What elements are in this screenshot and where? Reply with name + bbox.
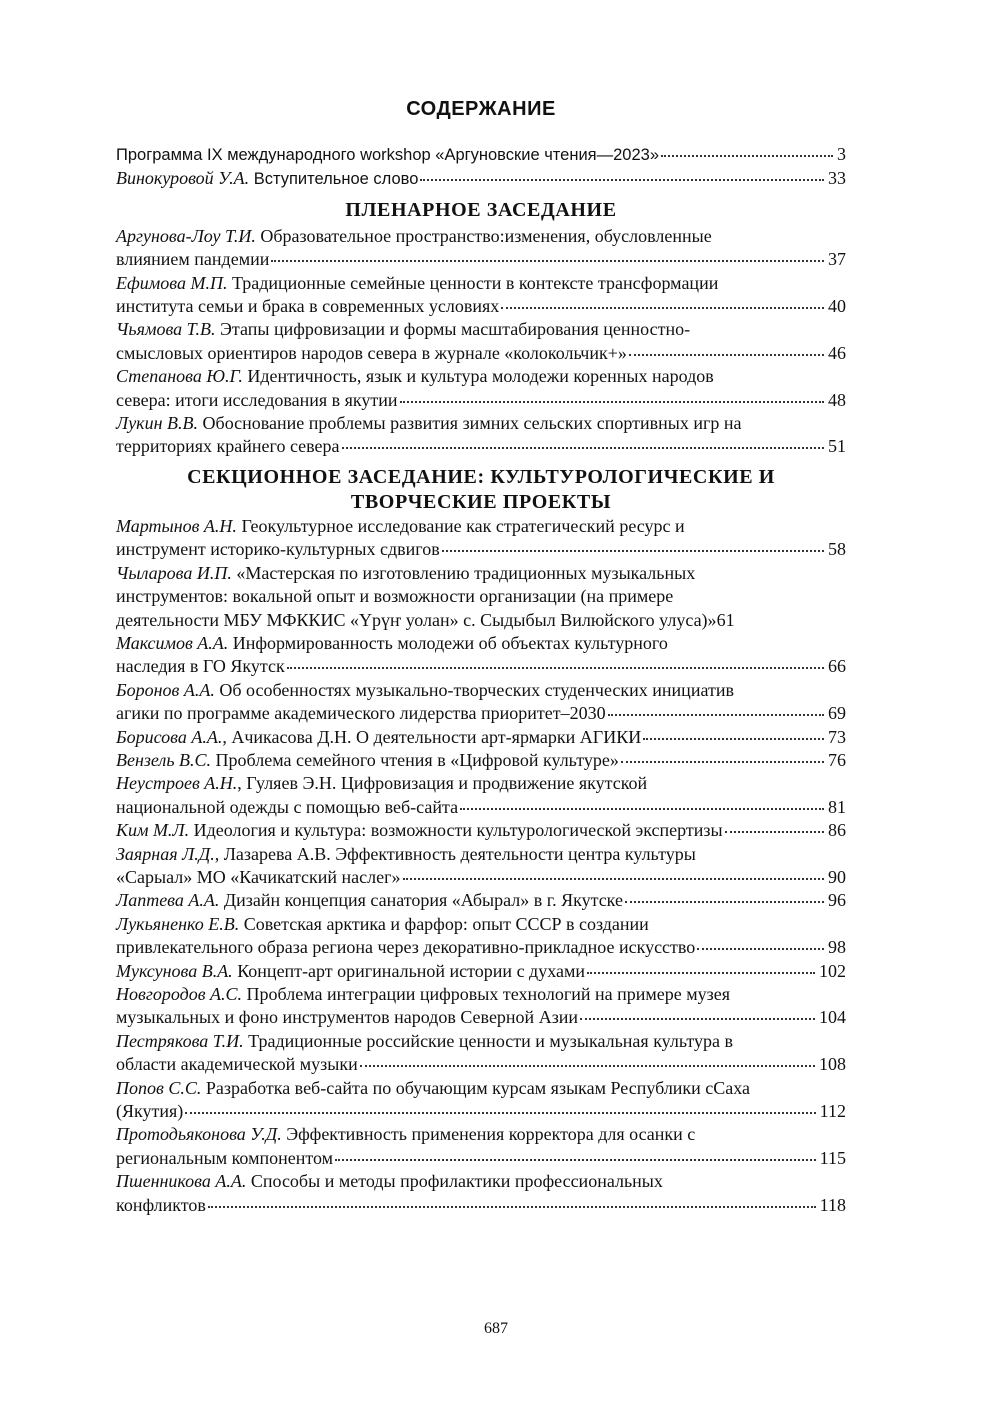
entry-page: 76: [828, 749, 846, 770]
entry-page: 112: [819, 1101, 846, 1122]
entry-line: [116, 412, 846, 435]
dot-leader: [400, 400, 824, 403]
entry-line: [116, 1147, 846, 1170]
entry-line: [116, 1006, 846, 1029]
entry-title-cont: наследия в ГО Якутск: [116, 656, 285, 677]
entry-line: [116, 679, 846, 702]
dot-leader: [335, 1158, 816, 1161]
entry-line: [116, 1170, 846, 1193]
entry-author: Лукьяненко Е.В.: [116, 913, 240, 934]
entry-author: Чьямова Т.В.: [116, 319, 216, 340]
plenary-list: [116, 225, 846, 459]
dot-leader: [460, 807, 824, 810]
entry-page: 96: [828, 890, 846, 911]
dot-leader: [621, 760, 824, 763]
section-heading-sectional-cont: ТВОРЧЕСКИЕ ПРОЕКТЫ: [350, 490, 612, 513]
entry-line: [116, 726, 846, 749]
entry-author: Винокуровой У.А.: [116, 168, 250, 189]
entry-author: Ким М.Л.: [116, 820, 190, 841]
entry-line: [116, 913, 846, 936]
entry-title: «Мастерская по изготовлению традиционных музыкальных: [231, 562, 696, 583]
dot-leader: [360, 1064, 815, 1067]
toc-entry: [116, 515, 846, 562]
entry-author: Пестрякова Т.И.: [116, 1030, 244, 1051]
entry-line: [116, 983, 846, 1006]
entry-line: [116, 295, 846, 318]
entry-page: 104: [819, 1007, 846, 1028]
toc-entry: [116, 143, 846, 167]
entry-author: Пшенникова А.А.: [116, 1171, 247, 1192]
entry-line: [116, 1100, 846, 1123]
toc-entry: [116, 819, 846, 842]
entry-author: Степанова Ю.Г.: [116, 366, 243, 387]
entry-title: Советская арктика и фарфор: опыт СССР в создании: [239, 913, 649, 934]
entry-title: Эффективность применения корректора для осанки с: [281, 1124, 696, 1145]
entry-author: Максимов А.А.: [116, 632, 229, 653]
dot-leader: [725, 830, 824, 833]
entry-title: Концепт-арт оригинальной истории с духами: [232, 960, 585, 981]
entry-title-cont: области академической музыки: [116, 1054, 358, 1075]
entry-title-cont: смысловых ориентиров народов севера в журнале «колокольчик+»: [116, 342, 627, 363]
entry-page: 115: [819, 1147, 846, 1168]
entry-page: 69: [828, 703, 846, 724]
entry-page: 98: [828, 937, 846, 958]
intro-list: [116, 143, 846, 192]
entry-title-cont: привлекательного образа региона через декоративно-прикладное искусство: [116, 937, 696, 958]
entry-line: [116, 866, 846, 889]
entry-title: Вступительное слово: [249, 170, 419, 189]
dot-leader: [342, 446, 824, 449]
toc-entry: [116, 679, 846, 726]
entry-author: Чыларова И.П.: [116, 562, 232, 583]
entry-line: [116, 272, 846, 295]
dot-leader: [629, 353, 824, 356]
entry-page: 58: [828, 539, 846, 560]
entry-page: 3: [837, 144, 846, 164]
toc-entry: [116, 632, 846, 679]
entry-title-cont: музыкальных и фоно инструментов народов Северной Азии: [116, 1007, 579, 1028]
dot-leader: [625, 900, 824, 903]
toc-entry: [116, 749, 846, 772]
section-heading-sectional: СЕКЦИОННОЕ ЗАСЕДАНИЕ: КУЛЬТУРОЛОГИЧЕСКИЕ И: [187, 465, 775, 488]
toc-entry: [116, 843, 846, 890]
entry-title: Обоснование проблемы развития зимних сельских спортивных игр на: [198, 413, 742, 434]
entry-title-cont: территориях крайнего севера: [116, 436, 340, 457]
entry-line: [116, 843, 846, 866]
toc-entry: [116, 1170, 846, 1217]
entry-line: [116, 585, 846, 608]
entry-title: Традиционные семейные ценности в контексте трансформации: [227, 272, 719, 293]
toc-entry: [116, 960, 846, 983]
entry-line: [116, 365, 846, 388]
toc-entry: [116, 726, 846, 749]
toc-entry: [116, 167, 846, 191]
entry-page: 102: [819, 960, 846, 981]
entry-line: [116, 342, 846, 365]
entry-page: 33: [828, 168, 846, 189]
entry-title-cont: института семьи и брака в современных условиях: [116, 296, 500, 317]
entry-author: Протодьяконова У.Д.: [116, 1124, 282, 1145]
entry-title: Идеология и культура: возможности культурологической экспертизы: [189, 820, 723, 841]
page-title: СОДЕРЖАНИЕ: [406, 98, 556, 120]
entry-page: 37: [828, 249, 846, 270]
toc-entry: [116, 772, 846, 819]
dot-leader: [661, 154, 833, 157]
entry-page: 81: [828, 796, 846, 817]
entry-line: [116, 1077, 846, 1100]
entry-title-cont: конфликтов: [116, 1194, 206, 1215]
entry-title-cont: агики по программе академического лидерства приоритет–2030: [116, 703, 606, 724]
toc-entry: [116, 889, 846, 912]
entry-title: Проблема интеграции цифровых технологий на примере музея: [242, 984, 731, 1004]
entry-line: [116, 435, 846, 458]
entry-line: [116, 889, 846, 912]
entry-line: [116, 318, 846, 341]
toc-entry: [116, 412, 846, 459]
toc-entry: [116, 365, 846, 412]
entry-page: 46: [828, 342, 846, 363]
entry-title-cont: деятельности МБУ МФККИС «Үрүҥ уолан» с. Сыдыбыл Вилюйского улуса)»: [116, 609, 717, 630]
entry-author: Аргунова-Лоу Т.И.: [116, 225, 256, 246]
entry-line: [116, 538, 846, 561]
entry-author: Боронов А.А.: [116, 679, 215, 700]
entry-page: 51: [828, 436, 846, 457]
dot-leader: [587, 971, 815, 974]
dot-leader: [287, 666, 824, 669]
entry-line: [116, 609, 846, 632]
entry-title: Об особенностях музыкально-творческих студенческих инициатив: [214, 679, 734, 700]
entry-line: [116, 1194, 846, 1217]
entry-author: Муксунова В.А.: [116, 960, 233, 981]
dot-leader: [403, 877, 825, 880]
toc-entry: [116, 1123, 846, 1170]
entry-title: Способы и методы профилактики профессиональных: [246, 1171, 663, 1192]
entry-page: 73: [828, 726, 846, 747]
dot-leader: [442, 549, 824, 552]
entry-page: 66: [828, 656, 846, 677]
entry-title: Проблема семейного чтения в «Цифровой культуре»: [211, 749, 619, 770]
entry-line: [116, 515, 846, 538]
entry-title-cont: региональным компонентом: [116, 1147, 334, 1168]
entry-title: Традиционные российские ценности и музыкальная культура в: [243, 1030, 734, 1051]
entry-author: Новгородов А.С.: [116, 984, 243, 1004]
toc-entry: [116, 913, 846, 960]
entry-author: Вензель В.С.: [116, 749, 212, 770]
entry-line: [116, 1123, 846, 1146]
entry-title: , Лазарева А.В. Эффективность деятельности центра культуры: [214, 843, 696, 864]
entry-line: [116, 702, 846, 725]
entry-author: Мартынов А.Н.: [116, 515, 237, 536]
entry-line: [116, 1053, 846, 1076]
toc-entry: [116, 983, 846, 1030]
entry-line: [116, 1030, 846, 1053]
entry-page: 48: [828, 389, 846, 410]
toc-entry: [116, 318, 846, 365]
section-heading-plenary: ПЛЕНАРНОЕ ЗАСЕДАНИЕ: [345, 198, 617, 221]
entry-line: [116, 749, 846, 772]
entry-page: 108: [819, 1054, 846, 1075]
entry-title-cont: национальной одежды с помощью веб-сайта: [116, 796, 459, 817]
entry-page: 118: [819, 1194, 846, 1215]
entry-line: [116, 819, 846, 842]
entry-author: Лукин В.В.: [116, 413, 199, 434]
entry-author: Борисова А.А.: [116, 726, 223, 747]
entry-line: [116, 248, 846, 271]
entry-title: Идентичность, язык и культура молодежи коренных народов: [242, 366, 714, 387]
entry-title: Этапы цифровизации и формы масштабирования ценностно-: [215, 319, 691, 340]
entry-title: Образовательное пространство:изменения, обусловленные: [255, 225, 712, 246]
entry-title: Геокультурное исследование как стратегический ресурс и: [236, 515, 685, 536]
toc-entry: [116, 1077, 846, 1124]
dot-leader: [643, 737, 824, 740]
entry-line: [116, 772, 846, 795]
entry-title: Дизайн концепция санатория «Абырал» в г. Якутске: [219, 890, 623, 911]
entry-title: , Гуляев Э.Н. Цифровизация и продвижение якутской: [237, 773, 648, 794]
dot-leader: [208, 1205, 816, 1208]
table-of-contents: [116, 98, 846, 1217]
entry-title: Программа IX международного workshop «Аргуновские чтения—2023»: [116, 146, 660, 164]
entry-page: 61: [716, 609, 735, 630]
dot-leader: [697, 947, 824, 950]
entry-author: Заярная Л.Д.: [116, 843, 215, 864]
toc-entry: [116, 562, 846, 632]
dot-leader: [580, 1017, 815, 1020]
entry-author: Лаптева А.А.: [116, 890, 220, 911]
toc-entry: [116, 225, 846, 272]
entry-page: 40: [828, 296, 846, 317]
dot-leader: [608, 713, 824, 716]
entry-line: [116, 632, 846, 655]
entry-title-cont: инструмент историко-культурных сдвигов: [116, 539, 440, 560]
entry-author: Попов С.С.: [116, 1077, 202, 1098]
entry-page: 90: [828, 866, 846, 887]
dot-leader: [420, 178, 824, 181]
entry-title-cont: инструментов: вокальной опыт и возможности организации (на примере: [116, 586, 674, 607]
entry-title-cont: (Якутия): [116, 1101, 184, 1122]
entry-author: Ефимова М.П.: [116, 272, 228, 293]
entry-title: Информированность молодежи об объектах культурного: [228, 632, 668, 653]
entry-author: Неустроев А.Н.: [116, 773, 238, 794]
entry-title: , Ачикасова Д.Н. О деятельности арт-ярмарки АГИКИ: [222, 726, 642, 747]
toc-entry: [116, 1030, 846, 1077]
toc-entry: [116, 272, 846, 319]
entry-line: [116, 389, 846, 412]
entry-title-cont: севера: итоги исследования в якутии: [116, 389, 398, 410]
entry-title-cont: влиянием пандемии: [116, 249, 270, 270]
entry-line: [116, 225, 846, 248]
dot-leader: [501, 306, 824, 309]
dot-leader: [185, 1111, 815, 1114]
entry-line: [116, 796, 846, 819]
entry-page: 86: [828, 820, 846, 841]
page-number: 687: [484, 1320, 508, 1337]
entry-line: [116, 562, 846, 585]
entry-line: [116, 655, 846, 678]
entry-title: Разработка веб-сайта по обучающим курсам языкам Республики сСаха: [201, 1077, 751, 1098]
dot-leader: [271, 259, 824, 262]
sectional-list: [116, 515, 846, 1217]
entry-line: [116, 936, 846, 959]
entry-line: [116, 960, 846, 983]
entry-title-cont: «Сарыал» МО «Качикатский наслег»: [116, 866, 401, 887]
